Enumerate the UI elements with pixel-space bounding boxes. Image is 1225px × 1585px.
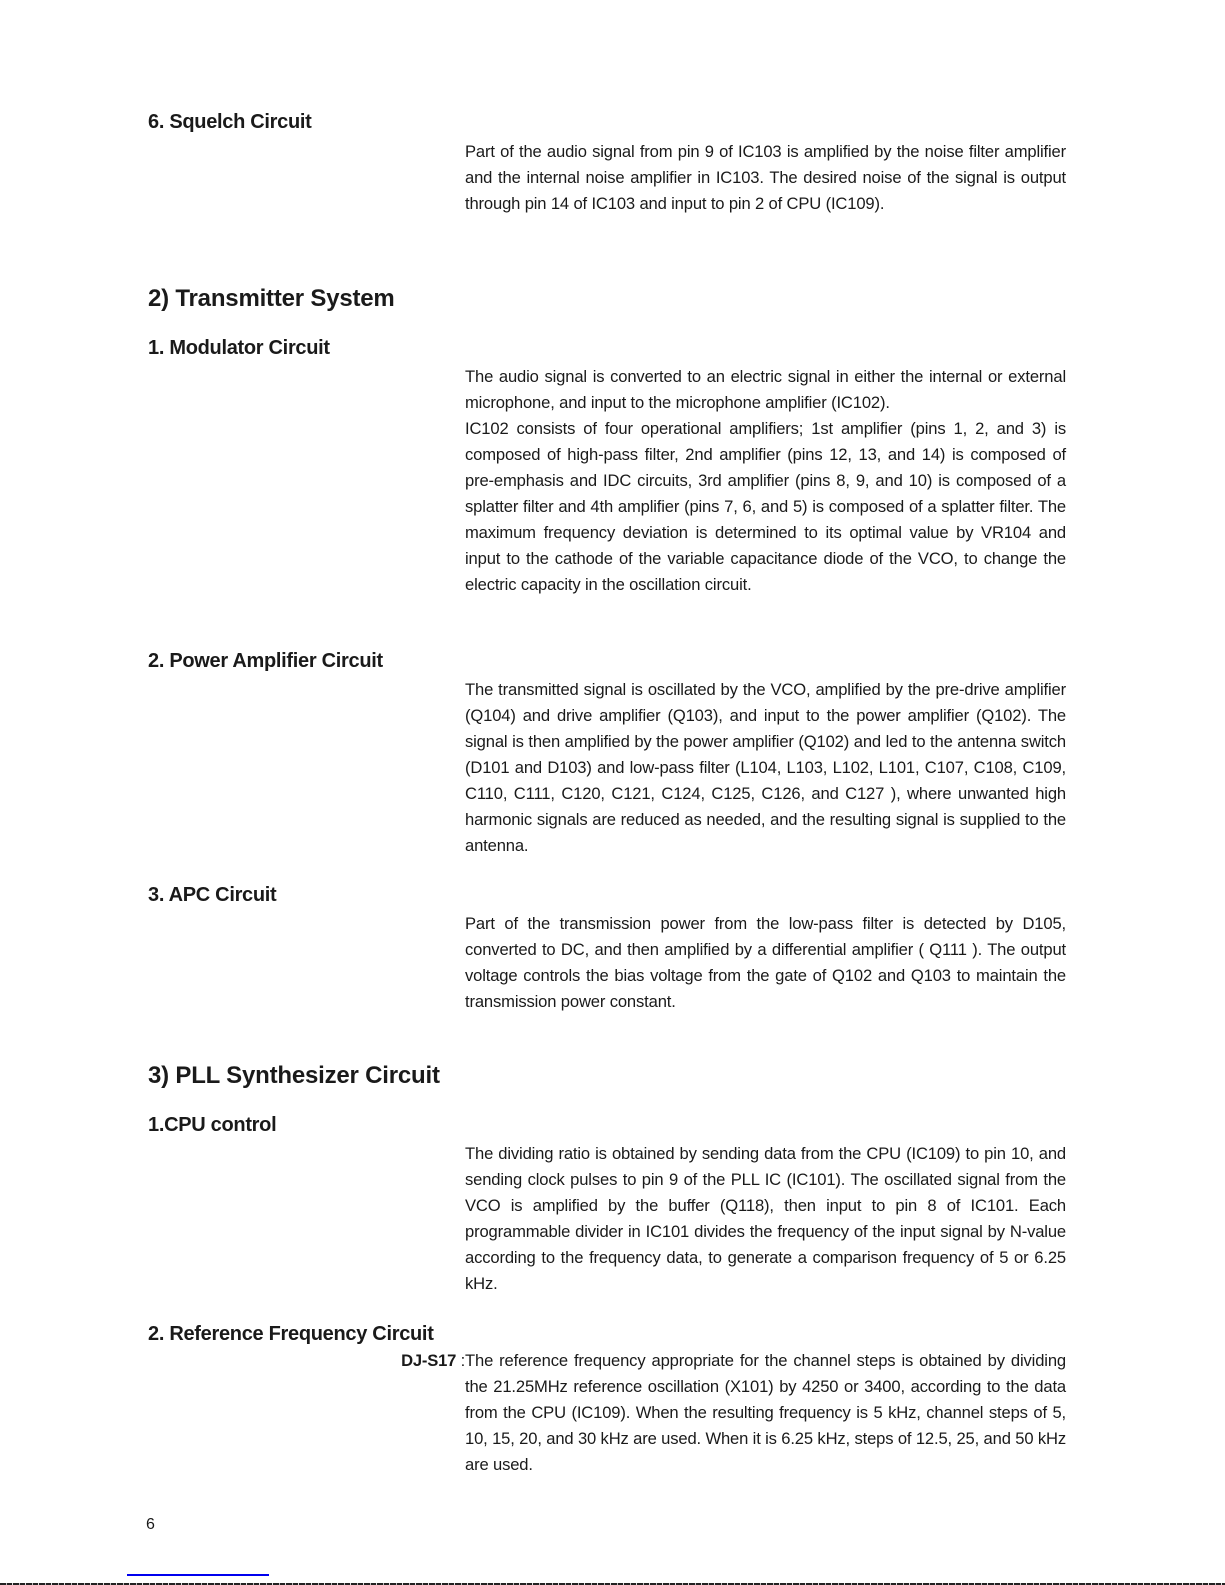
link-underline [127, 1574, 269, 1576]
squelch-circuit-heading: 6. Squelch Circuit [148, 111, 312, 133]
squelch-circuit-body [465, 139, 1066, 217]
power-amplifier-paragraph: The transmitted signal is oscillated by the VCO, amplified by the pre-drive amplifier (Q104) and drive amplifier (Q103), and input to the power amplifier (Q102). The signal is then amplified by the power amplifier (Q102) and led to the antenna switch (D101 and D103) and low-pass filter (L104, L103, L102, L101, C107, C108, C109, C110, C111, C120, C121, C124, C125, C126, and C127 ), where unwanted high harmonic signals are reduced as needed, and the resulting signal is supplied to the antenna. [465, 680, 1066, 855]
apc-circuit-body [465, 911, 1066, 1015]
reference-frequency-paragraph: The reference frequency appropriate for the channel steps is obtained by dividing the 21.25MHz reference oscillation (X101) by 4250 or 3400, according to the data from the CPU (IC109). When the resulting frequency is 5 kHz, channel steps of 5, 10, 15, 20, and 30 kHz are used. When it is 6.25 kHz, steps of 12.5, 25, and 50 kHz are used. [465, 1351, 1066, 1474]
power-amplifier-circuit-heading: 2. Power Amplifier Circuit [148, 650, 383, 672]
model-name: DJ-S17 [401, 1351, 457, 1370]
transmitter-system-heading: 2) Transmitter System [148, 285, 395, 312]
modulator-circuit-body [465, 364, 1066, 598]
squelch-paragraph: Part of the audio signal from pin 9 of IC103 is amplified by the noise filter amplifier and the internal noise amplifier in IC103. The desired noise of the signal is output through pin 14 of IC103 and input to pin 2 of CPU (IC109). [465, 142, 1066, 213]
apc-circuit-heading: 3. APC Circuit [148, 884, 277, 906]
modulator-circuit-heading: 1. Modulator Circuit [148, 337, 330, 359]
cpu-control-paragraph: The dividing ratio is obtained by sending data from the CPU (IC109) to pin 10, and sending clock pulses to pin 9 of the PLL IC (IC101). The oscillated signal from the VCO is amplified by the buffer (Q118), then input to pin 8 of IC101. Each programmable divider in IC101 divides the frequency of the input signal by N-value according to the frequency data, to generate a comparison frequency of 5 or 6.25 kHz. [465, 1144, 1066, 1293]
model-label [401, 1348, 465, 1374]
modulator-paragraph-1: The audio signal is converted to an electric signal in either the internal or external microphone, and input to the microphone amplifier (IC102). [465, 367, 1066, 412]
cpu-control-body [465, 1141, 1066, 1297]
reference-frequency-body [465, 1348, 1066, 1478]
apc-paragraph: Part of the transmission power from the low-pass filter is detected by D105, converted to DC, and then amplified by a differential amplifier ( Q111 ). The output voltage controls the bias voltage from the gate of Q102 and Q103 to maintain the transmission power constant. [465, 914, 1066, 1011]
pll-synthesizer-heading: 3) PLL Synthesizer Circuit [148, 1062, 440, 1089]
page-number: 6 [146, 1516, 155, 1533]
cpu-control-heading: 1.CPU control [148, 1114, 277, 1136]
power-amplifier-circuit-body [465, 677, 1066, 859]
modulator-paragraph-2: IC102 consists of four operational amplifiers; 1st amplifier (pins 1, 2, and 3) is composed of high-pass filter, 2nd amplifier (pins 12, 13, and 14) is composed of pre-emphasis and IDC circuits, 3rd amplifier (pins 8, 9, and 10) is composed of a splatter filter and 4th amplifier (pins 7, 6, and 5) is composed of a splatter filter. The maximum frequency deviation is determined to its optimal value by VR104 and input to the cathode of the variable capacitance diode of the VCO, to change the electric capacity in the oscillation circuit. [465, 419, 1066, 594]
reference-frequency-heading: 2. Reference Frequency Circuit [148, 1323, 434, 1345]
model-separator: : [460, 1351, 465, 1370]
